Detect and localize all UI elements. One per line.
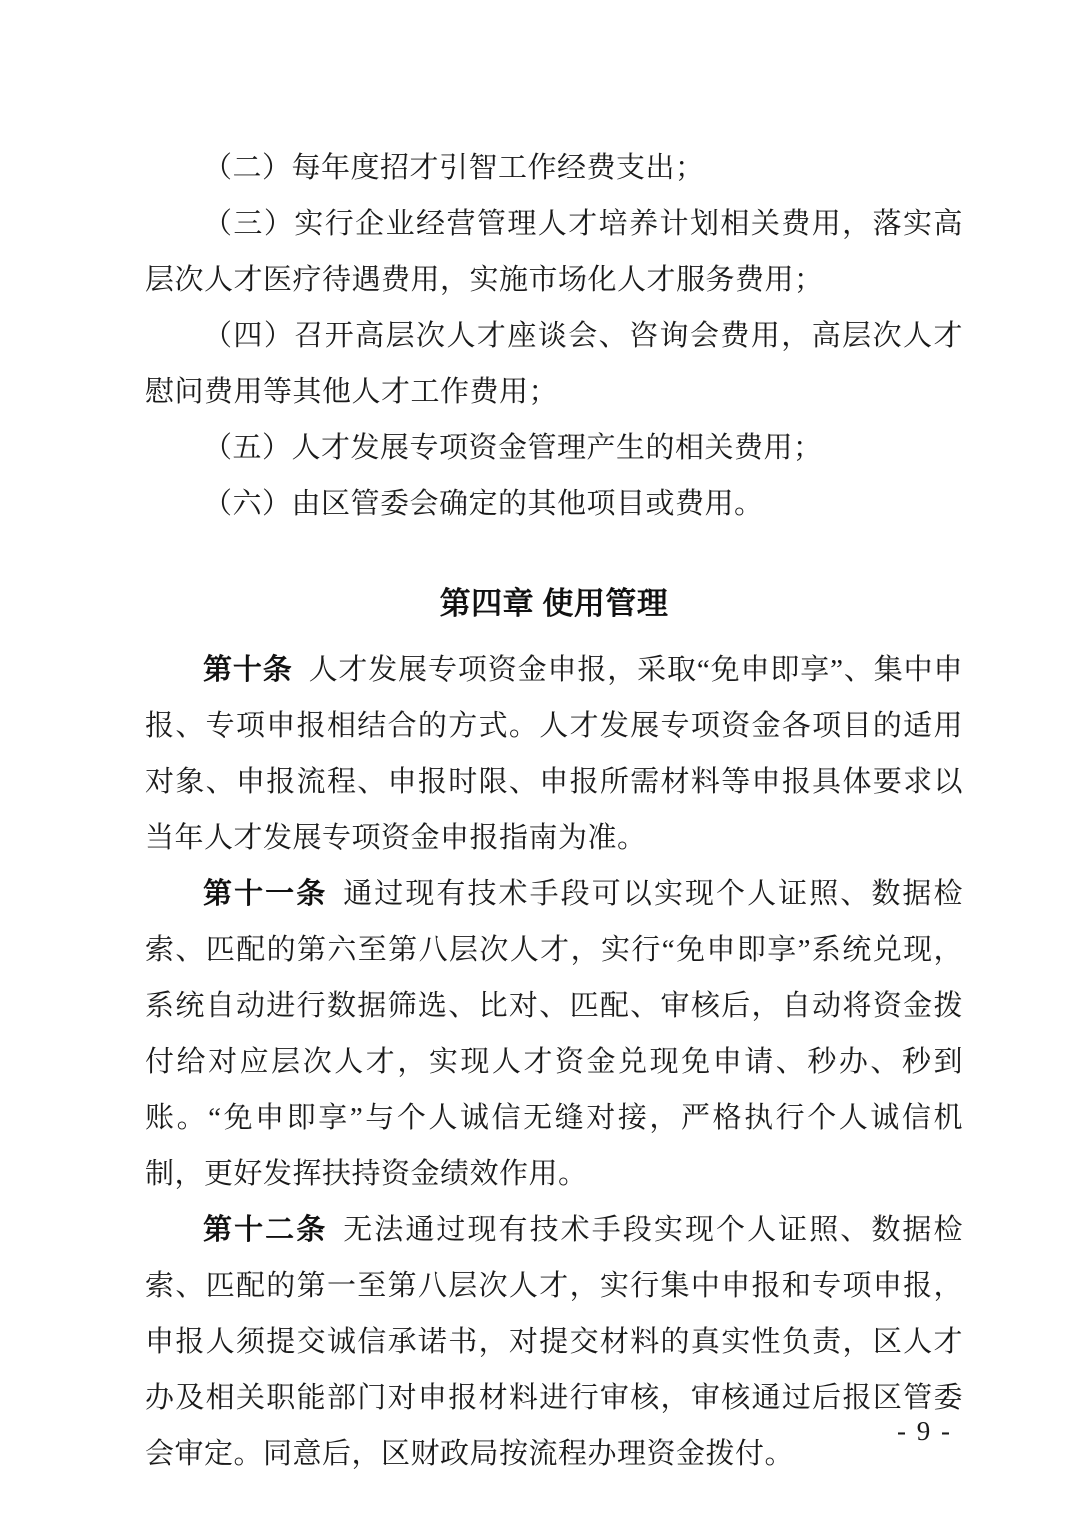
article-label: 第十条 xyxy=(203,654,293,686)
list-item: （六）由区管委会确定的其他项目或费用。 xyxy=(203,488,764,520)
article-paragraph xyxy=(145,1202,963,1482)
article-label: 第十一条 xyxy=(203,878,328,910)
chapter-heading: 第四章 使用管理 xyxy=(439,586,669,621)
list-item: （四）召开高层次人才座谈会、咨询会费用，高层次人才慰问费用等其他人才工作费用； xyxy=(145,320,963,408)
article-text: 通过现有技术手段可以实现个人证照、数据检索、匹配的第六至第八层次人才，实行“免申即享”系统兑现，系统自动进行数据筛选、比对、匹配、审核后，自动将资金拨付给对应层次人才，实现人才资金兑现免申请、秒办、秒到账。“免申即享”与个人诚信无缝对接，严格执行个人诚信机制，更好发挥扶持资金绩效作用。 xyxy=(145,878,963,1190)
content-area xyxy=(145,140,963,1482)
list-item: （二）每年度招才引智工作经费支出； xyxy=(203,152,705,184)
article-label: 第十二条 xyxy=(203,1214,328,1246)
list-item: （三）实行企业经营管理人才培养计划相关费用，落实高层次人才医疗待遇费用，实施市场化人才服务费用； xyxy=(145,208,963,296)
article-paragraph xyxy=(145,866,963,1202)
article-text: 人才发展专项资金申报，采取“免申即享”、集中申报、专项申报相结合的方式。人才发展专项资金各项目的适用对象、申报流程、申报时限、申报所需材料等申报具体要求以当年人才发展专项资金申报指南为准。 xyxy=(145,654,963,854)
article-text: 无法通过现有技术手段实现个人证照、数据检索、匹配的第一至第八层次人才，实行集中申报和专项申报，申报人须提交诚信承诺书，对提交材料的真实性负责，区人才办及相关职能部门对申报材料进行审核，审核通过后报区管委会审定。同意后，区财政局按流程办理资金拨付。 xyxy=(145,1214,963,1470)
list-item: （五）人才发展专项资金管理产生的相关费用； xyxy=(203,432,823,464)
article-paragraph xyxy=(145,642,963,866)
page-number: - 9 - xyxy=(897,1416,952,1446)
